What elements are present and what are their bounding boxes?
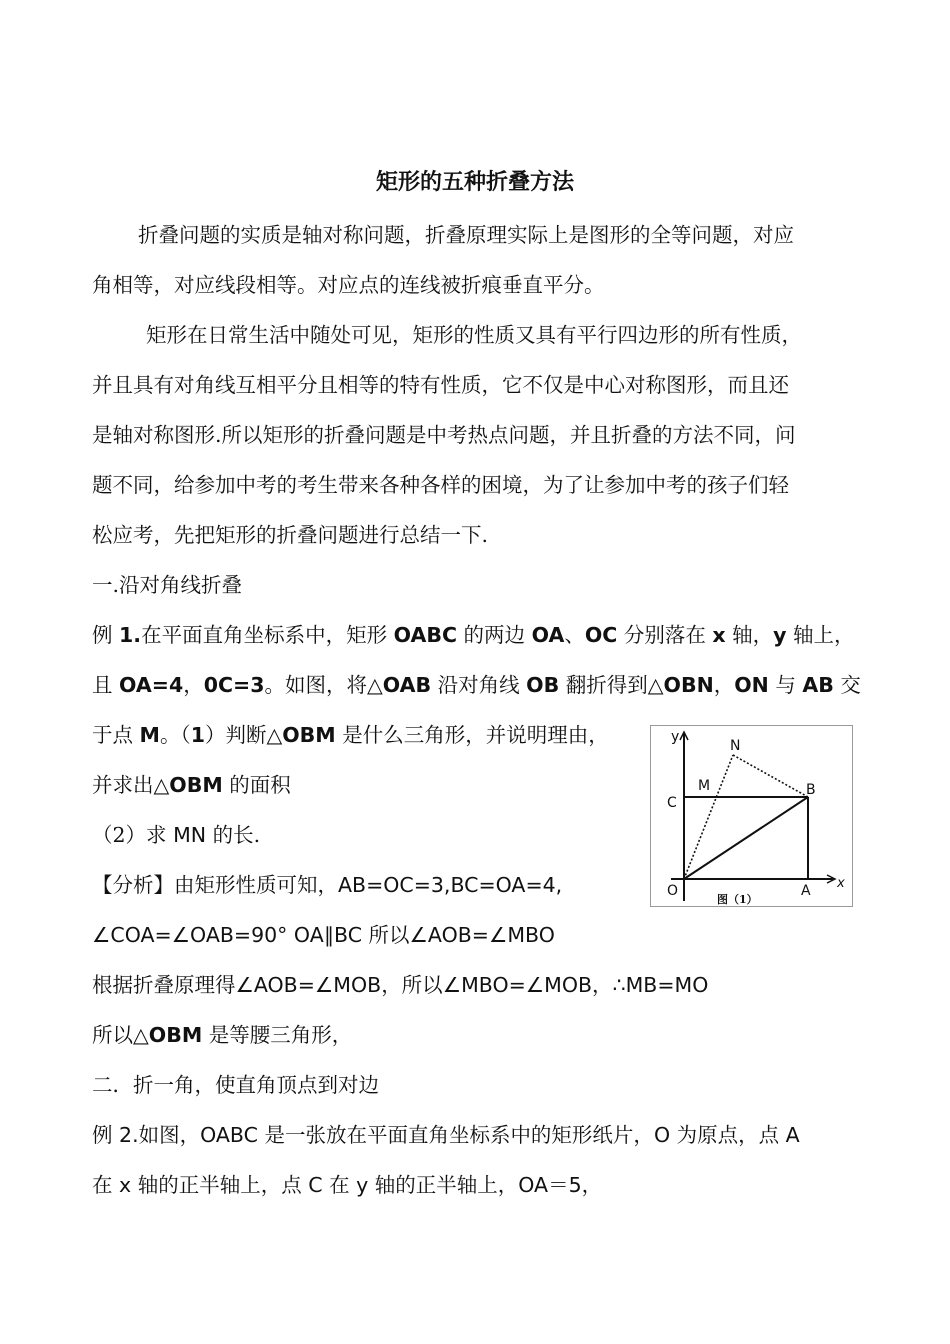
figure-caption: 图（1） — [717, 893, 758, 906]
label-y: y — [671, 729, 680, 745]
para2-line1: 矩形在日常生活中随处可见，矩形的性质又具有平行四边形的所有性质， — [146, 323, 802, 347]
para2-line2: 并且具有对角线互相平分且相等的特有性质，它不仅是中心对称图形，而且还 — [92, 373, 789, 397]
label-c: C — [667, 795, 677, 811]
ex1-line2: 且 OA=4，0C=3。如图，将△OAB 沿对角线 OB 翻折得到△OBN，ON 与 AB 交 — [92, 673, 861, 697]
ex1-line1: 例 1.在平面直角坐标系中，矩形 OABC 的两边 OA、OC 分别落在 x 轴，y 轴上， — [92, 623, 855, 647]
segment-on — [684, 755, 733, 879]
ex2-line2: 在 x 轴的正半轴上，点 C 在 y 轴的正半轴上，OA＝5， — [92, 1173, 603, 1197]
figure-1-diagram — [651, 726, 854, 908]
analysis-line1: 【分析】由矩形性质可知，AB=OC=3,BC=OA=4, — [92, 873, 563, 897]
para1-line2: 角相等，对应线段相等。对应点的连线被折痕垂直平分。 — [92, 273, 605, 297]
label-b: B — [806, 782, 816, 798]
section2-heading: 二．折一角，使直角顶点到对边 — [92, 1073, 379, 1097]
figure-1-rectangle-fold — [650, 725, 853, 907]
para1-line1: 折叠问题的实质是轴对称问题，折叠原理实际上是图形的全等问题，对应 — [138, 223, 794, 247]
para2-line3: 是轴对称图形.所以矩形的折叠问题是中考热点问题，并且折叠的方法不同，问 — [92, 423, 796, 447]
document-title: 矩形的五种折叠方法 — [375, 170, 574, 195]
ex1-line4: 并求出△OBM 的面积 — [92, 773, 291, 797]
segment-nb — [733, 755, 808, 797]
analysis-line3: 根据折叠原理得∠AOB=∠MOB，所以∠MBO=∠MOB，∴MB=MO — [92, 973, 709, 997]
section1-heading: 一.沿对角线折叠 — [92, 573, 243, 597]
label-x: x — [837, 876, 845, 891]
para2-line5: 松应考，先把矩形的折叠问题进行总结一下. — [92, 523, 489, 547]
label-n: N — [730, 738, 741, 754]
analysis-line2: ∠COA=∠OAB=90° OA∥BC 所以∠AOB=∠MBO — [92, 923, 555, 947]
label-m: M — [698, 778, 711, 794]
ex1-line5: （2）求 MN 的长. — [92, 823, 261, 847]
label-a: A — [801, 883, 811, 899]
label-o: O — [667, 883, 679, 899]
ex2-line1: 例 2.如图，OABC 是一张放在平面直角坐标系中的矩形纸片，O 为原点，点 A — [92, 1123, 800, 1147]
para2-line4: 题不同，给参加中考的考生带来各种各样的困境，为了让参加中考的孩子们轻 — [92, 473, 789, 497]
analysis-line4: 所以△OBM 是等腰三角形， — [92, 1023, 353, 1047]
ex1-line3: 于点 M。（1）判断△OBM 是什么三角形，并说明理由， — [92, 723, 609, 747]
diagonal-ob — [684, 797, 808, 879]
